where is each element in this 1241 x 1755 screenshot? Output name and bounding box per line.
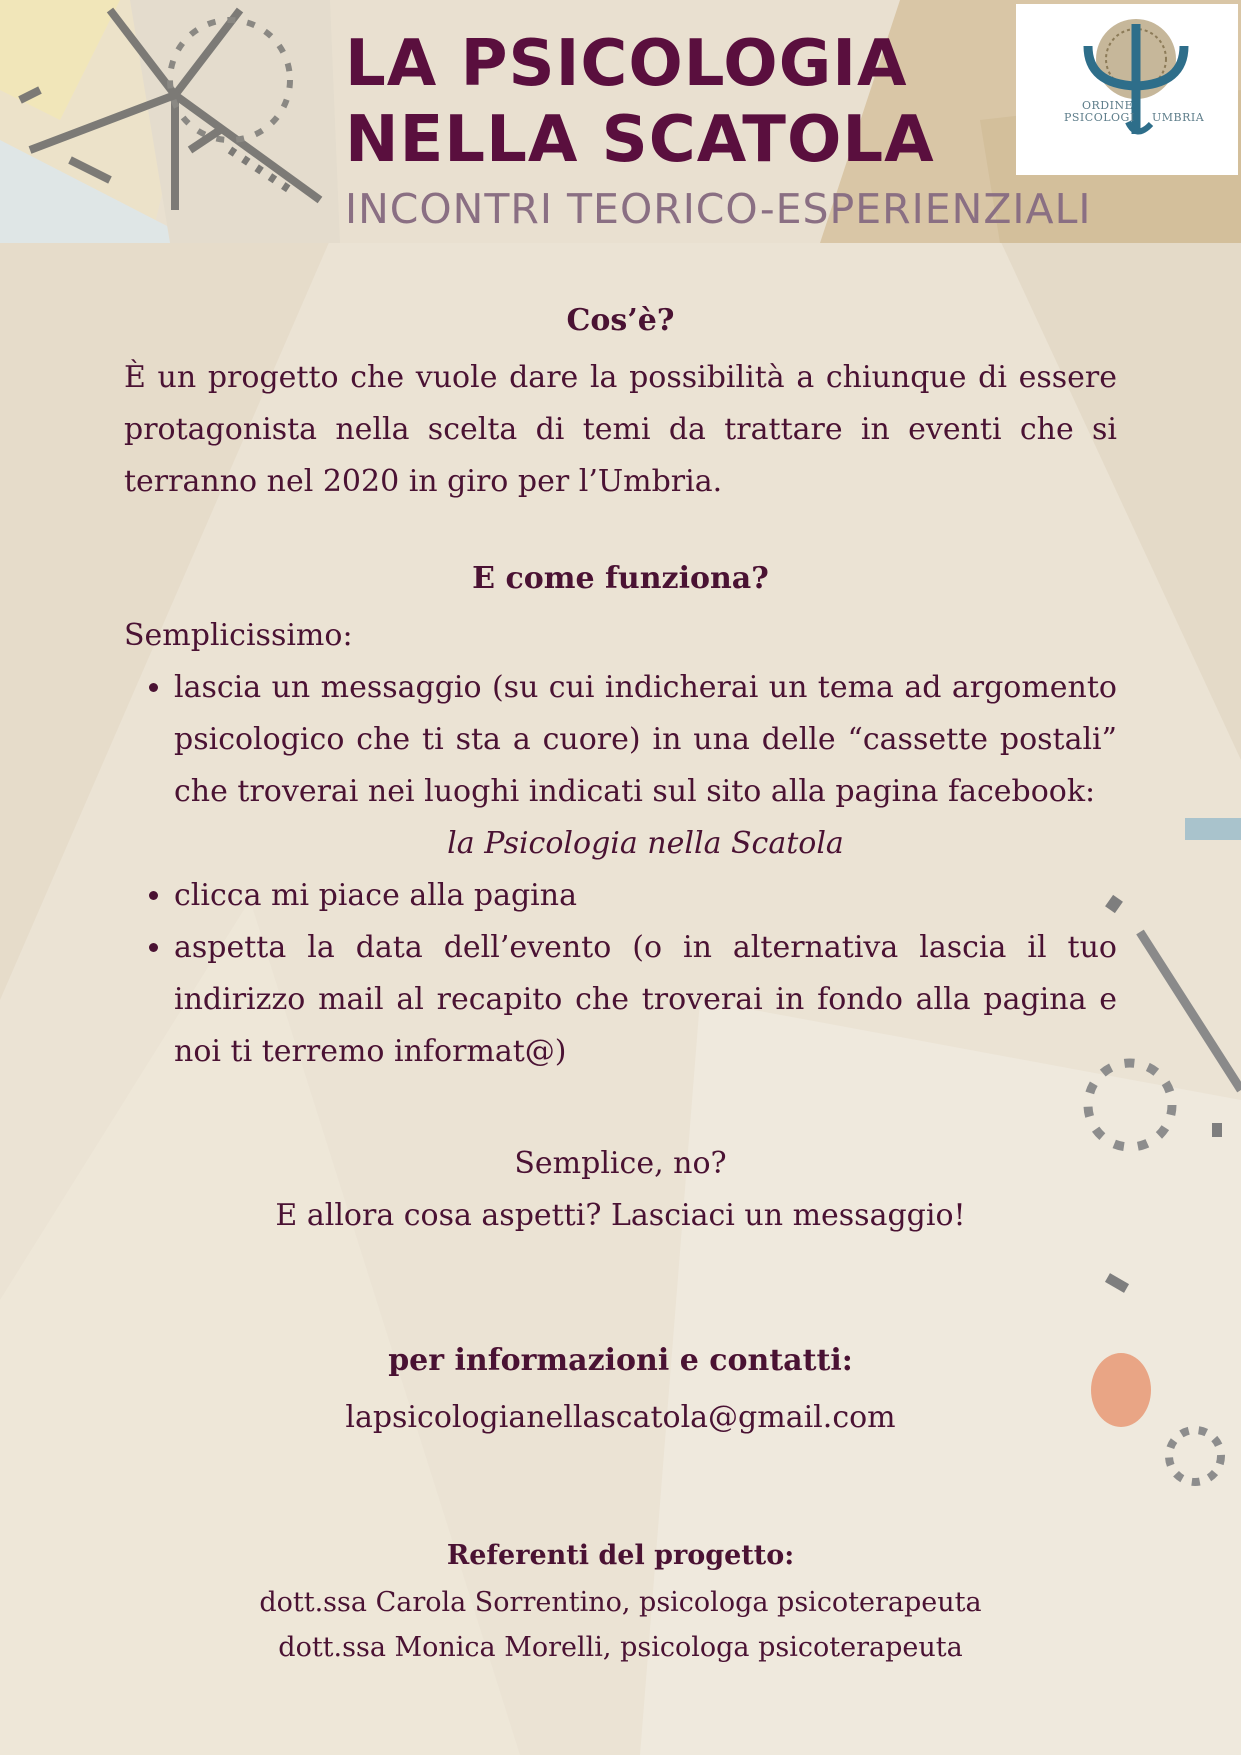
logo-text-umbria: UMBRIA <box>1152 111 1205 124</box>
step-leave-message: lascia un messaggio (su cui indicherai un tema ad argomento psicologico che ti sta a cuore) in una delle “cassette postali” che troverai nei luoghi indicati sul sito alla pagina facebook: <box>174 670 1117 809</box>
psi-emblem-icon <box>1016 4 1238 175</box>
closing-line-2: E allora cosa aspetti? Lasciaci un messaggio! <box>275 1198 966 1233</box>
list-item <box>174 662 1117 818</box>
section-how-intro: Semplicissimo: <box>124 618 353 653</box>
contacts-heading: per informazioni e contatti: <box>388 1343 853 1378</box>
section-what-heading: Cos’è? <box>566 303 675 338</box>
referent-2: dott.ssa Monica Morelli, psicologa psicoterapeuta <box>278 1632 963 1663</box>
step-like-page: clicca mi piace alla pagina <box>174 878 577 913</box>
ordine-psicologi-logo <box>1016 4 1238 175</box>
main-content <box>124 290 1117 1670</box>
subtitle: INCONTRI TEORICO-ESPERIENZIALI <box>345 185 1092 233</box>
title-line-1: LA PSICOLOGIA <box>345 27 908 101</box>
contact-email-link[interactable]: lapsicologianellascatola@gmail.com <box>345 1400 896 1435</box>
section-what-text: È un progetto che vuole dare la possibilità a chiunque di essere protagonista nella scelta di temi da trattare in eventi che si terranno nel 2020 in giro per l’Umbria. <box>124 360 1117 499</box>
closing-line-1: Semplice, no? <box>514 1146 727 1181</box>
logo-text-psicologi: PSICOLOGI <box>1064 111 1135 124</box>
section-how-heading: E come funziona? <box>472 561 769 596</box>
steps-list-continued <box>124 870 1117 1078</box>
list-item <box>174 922 1117 1078</box>
referent-1: dott.ssa Carola Sorrentino, psicologa psicoterapeuta <box>259 1587 982 1618</box>
steps-list <box>124 662 1117 818</box>
title-line-2: NELLA SCATOLA <box>345 103 935 177</box>
header-banner <box>0 0 1241 243</box>
logo-text-ordine: ORDINE <box>1082 99 1134 112</box>
step-wait-event: aspetta la data dell’evento (o in alternativa lascia il tuo indirizzo mail al recapito che troverai in fondo alla pagina e noi ti terremo informat@) <box>174 930 1117 1069</box>
list-item <box>174 870 1117 922</box>
facebook-page-name: la Psicologia nella Scatola <box>447 826 844 861</box>
referents-heading: Referenti del progetto: <box>446 1540 795 1571</box>
